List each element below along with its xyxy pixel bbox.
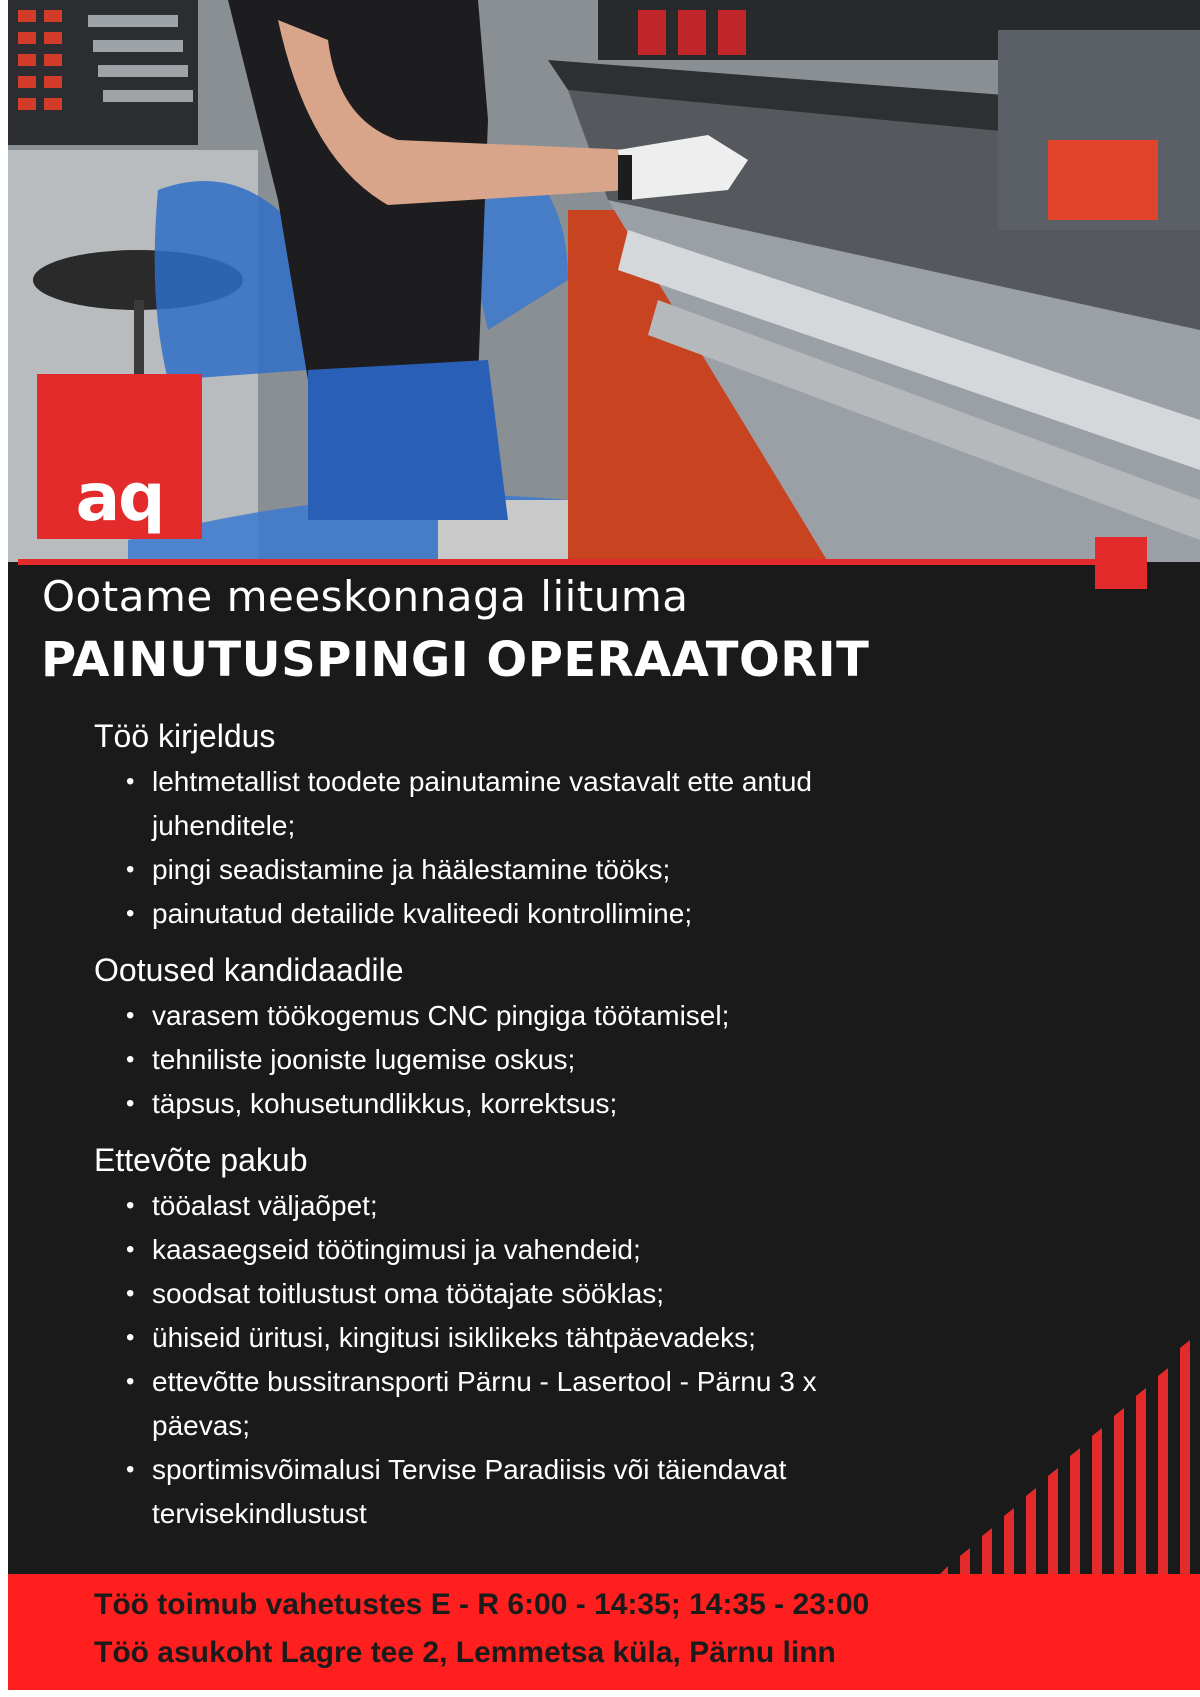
work-location: Töö asukoht Lagre tee 2, Lemmetsa küla, Pärnu linn bbox=[94, 1636, 836, 1669]
bullet-list bbox=[94, 1184, 914, 1536]
bullet-icon: • bbox=[126, 1046, 135, 1073]
bullet-icon: • bbox=[126, 1280, 135, 1307]
list-item bbox=[126, 1448, 914, 1536]
list-item-text: lehtmetallist toodete painutamine vastavalt ette antud juhenditele; bbox=[152, 766, 812, 841]
list-item-text: varasem töökogemus CNC pingiga töötamisel; bbox=[152, 1000, 730, 1031]
section-title: Ootused kandidaadile bbox=[94, 952, 404, 988]
logo-text: aq bbox=[75, 459, 164, 536]
list-item-text: pingi seadistamine ja häälestamine tööks; bbox=[152, 854, 671, 885]
bullet-icon: • bbox=[126, 768, 135, 795]
decorative-stripes bbox=[940, 1300, 1200, 1574]
bullet-list bbox=[94, 760, 914, 936]
list-item-text: tehniliste jooniste lugemise oskus; bbox=[152, 1044, 576, 1075]
bullet-icon: • bbox=[126, 1090, 135, 1117]
list-item bbox=[126, 760, 914, 848]
list-item bbox=[126, 1038, 914, 1082]
section-title: Töö kirjeldus bbox=[94, 718, 276, 754]
list-item-text: painutatud detailide kvaliteedi kontrollimine; bbox=[152, 898, 693, 929]
company-logo bbox=[37, 374, 202, 539]
bullet-icon: • bbox=[126, 1236, 135, 1263]
footer-bar bbox=[8, 1574, 1200, 1690]
job-poster bbox=[8, 0, 1200, 1690]
list-item bbox=[126, 1272, 914, 1316]
bullet-icon: • bbox=[126, 1002, 135, 1029]
job-title: PAINUTUSPINGI OPERAATORIT bbox=[41, 632, 870, 688]
job-details bbox=[94, 712, 914, 1546]
list-item-text: soodsat toitlustust oma töötajate sööklas; bbox=[152, 1278, 665, 1309]
list-item-text: sportimisvõimalusi Tervise Paradiisis või täiendavat tervisekindlustust bbox=[152, 1454, 787, 1529]
list-item-text: ettevõtte bussitransporti Pärnu - Lasertool - Pärnu 3 x päevas; bbox=[152, 1366, 817, 1441]
list-item bbox=[126, 1316, 914, 1360]
bullet-icon: • bbox=[126, 1192, 135, 1219]
list-item bbox=[126, 892, 914, 936]
list-item-text: täpsus, kohusetundlikkus, korrektsus; bbox=[152, 1088, 618, 1119]
bullet-icon: • bbox=[126, 900, 135, 927]
list-item bbox=[126, 848, 914, 892]
section-company-offers bbox=[94, 1136, 914, 1536]
section-title: Ettevõte pakub bbox=[94, 1142, 308, 1178]
bullet-icon: • bbox=[126, 1368, 135, 1395]
bullet-icon: • bbox=[126, 856, 135, 883]
work-schedule: Töö toimub vahetustes E - R 6:00 - 14:35; 14:35 - 23:00 bbox=[94, 1588, 870, 1621]
section-expectations bbox=[94, 946, 914, 1126]
list-item bbox=[126, 1228, 914, 1272]
list-item bbox=[126, 1082, 914, 1126]
list-item bbox=[126, 1184, 914, 1228]
section-job-description bbox=[94, 712, 914, 936]
hero-photo bbox=[8, 0, 1200, 562]
list-item-text: tööalast väljaõpet; bbox=[152, 1190, 378, 1221]
accent-square bbox=[1095, 537, 1147, 589]
list-item-text: ühiseid üritusi, kingitusi isiklikeks tähtpäevadeks; bbox=[152, 1322, 756, 1353]
accent-line bbox=[18, 559, 1118, 565]
list-item-text: kaasaegseid töötingimusi ja vahendeid; bbox=[152, 1234, 641, 1265]
list-item bbox=[126, 1360, 914, 1448]
bullet-list bbox=[94, 994, 914, 1126]
list-item bbox=[126, 994, 914, 1038]
bullet-icon: • bbox=[126, 1324, 135, 1351]
bullet-icon: • bbox=[126, 1456, 135, 1483]
intro-heading: Ootame meeskonnaga liituma bbox=[42, 572, 689, 621]
